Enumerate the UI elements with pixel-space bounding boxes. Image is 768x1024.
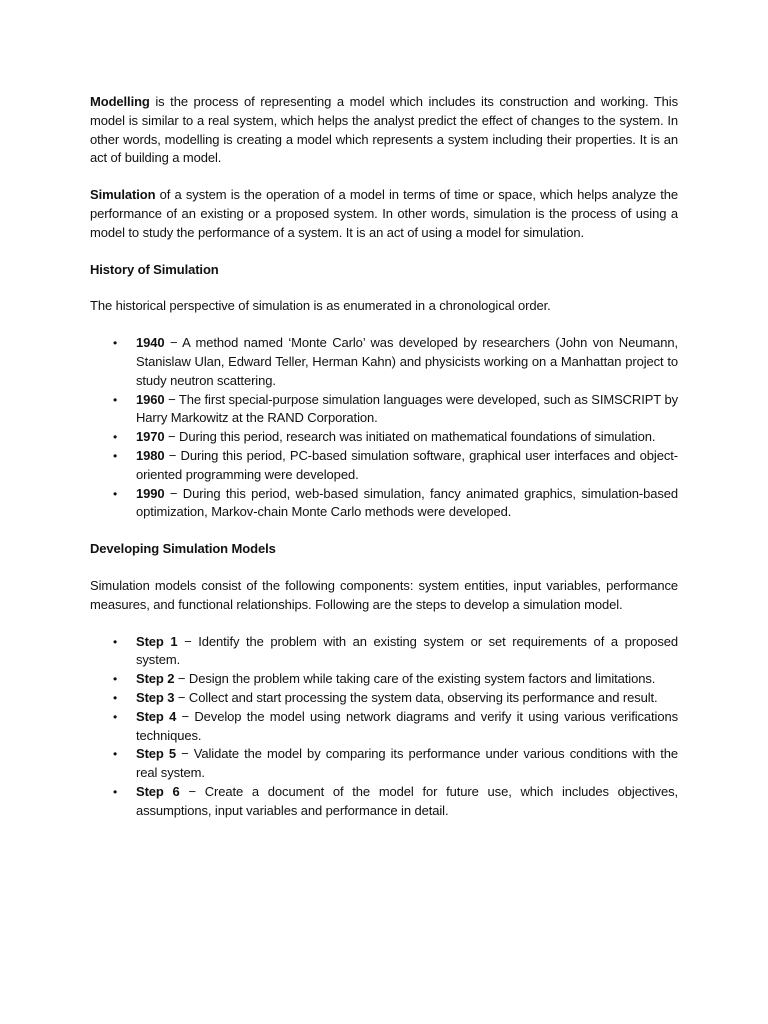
history-year: 1940: [136, 335, 165, 351]
list-item: [90, 391, 678, 429]
step-label: Step 6: [136, 783, 180, 799]
history-year: 1970: [136, 429, 165, 445]
list-item: [90, 689, 678, 708]
step-label: Step 4: [136, 708, 177, 724]
step-text: − Collect and start processing the system data, observing its performance and result.: [174, 689, 658, 705]
bullet-icon: •: [113, 392, 118, 407]
developing-intro: Simulation models consist of the following components: system entities, input variables, performance measures, and functional relationships. Following are the steps to develop a simulation model.: [90, 577, 678, 612]
history-text: − During this period, web-based simulation, fancy animated graphics, simulation-based optimization, Markov-chain Monte Carlo methods were developed.: [136, 485, 678, 520]
bullet-icon: •: [113, 784, 118, 799]
document-page: [90, 93, 678, 839]
step-text: − Identify the problem with an existing system or set requirements of a proposed system.: [136, 633, 678, 668]
developing-heading: Developing Simulation Models: [90, 541, 276, 557]
step-text: − Design the problem while taking care of the existing system factors and limitations.: [174, 671, 656, 687]
step-label: Step 5: [136, 746, 177, 762]
bullet-icon: •: [113, 336, 118, 351]
history-heading: History of Simulation: [90, 261, 219, 277]
modelling-term: Modelling: [90, 94, 150, 109]
list-item: [90, 708, 678, 746]
bullet-icon: •: [113, 672, 118, 687]
list-item: [90, 447, 678, 485]
list-item: [90, 783, 678, 821]
history-year: 1960: [136, 391, 165, 407]
history-intro: The historical perspective of simulation is as enumerated in a chronological order.: [90, 298, 551, 314]
history-year: 1990: [136, 485, 165, 501]
history-text: − During this period, research was initiated on mathematical foundations of simulation.: [164, 429, 656, 445]
bullet-icon: •: [113, 448, 118, 463]
step-label: Step 3: [136, 689, 175, 705]
simulation-text: of a system is the operation of a model in terms of time or space, which helps analyze the performance of an existing or a proposed system. In other words, simulation is the process of using a model to study the performance of a system. It is an act of using a model for simulation.: [90, 187, 678, 240]
history-text: − During this period, PC-based simulation software, graphical user interfaces and object-oriented programming were developed.: [136, 447, 678, 482]
history-list: [90, 334, 678, 522]
history-text: − A method named ‘Monte Carlo’ was developed by researchers (John von Neumann, Stanislaw Ulan, Edward Teller, Herman Kahn) and physicists working on a Manhattan project to study neutron scattering.: [136, 335, 678, 388]
simulation-term: Simulation: [90, 187, 156, 203]
step-label: Step 2: [136, 671, 175, 687]
step-text: − Create a document of the model for future use, which includes objectives, assumptions, input variables and performance in detail.: [136, 783, 678, 818]
list-item: [90, 670, 678, 689]
history-year: 1980: [136, 447, 165, 463]
list-item: [90, 334, 678, 390]
modelling-text: is the process of representing a model which includes its construction and working. This model is similar to a real system, which helps the analyst predict the effect of changes to the system. In other words, modelling is creating a model which represents a system including their properties. It is an act of building a model.: [90, 94, 678, 166]
bullet-icon: •: [113, 709, 118, 724]
bullet-icon: •: [113, 634, 118, 649]
bullet-icon: •: [113, 690, 118, 705]
bullet-icon: •: [113, 747, 118, 762]
simulation-paragraph: [90, 186, 678, 242]
bullet-icon: •: [113, 430, 118, 445]
list-item: [90, 428, 678, 447]
steps-list: [90, 633, 678, 821]
modelling-paragraph: [90, 93, 678, 168]
step-text: − Validate the model by comparing its performance under various conditions with the real system.: [136, 746, 678, 781]
list-item: [90, 633, 678, 671]
history-text: − The first special-purpose simulation languages were developed, such as SIMSCRIPT by Harry Markowitz at the RAND Corporation.: [136, 391, 678, 426]
list-item: [90, 485, 678, 523]
step-text: − Develop the model using network diagrams and verify it using various verifications techniques.: [136, 708, 678, 743]
bullet-icon: •: [113, 486, 118, 501]
list-item: [90, 745, 678, 783]
step-label: Step 1: [136, 633, 178, 649]
